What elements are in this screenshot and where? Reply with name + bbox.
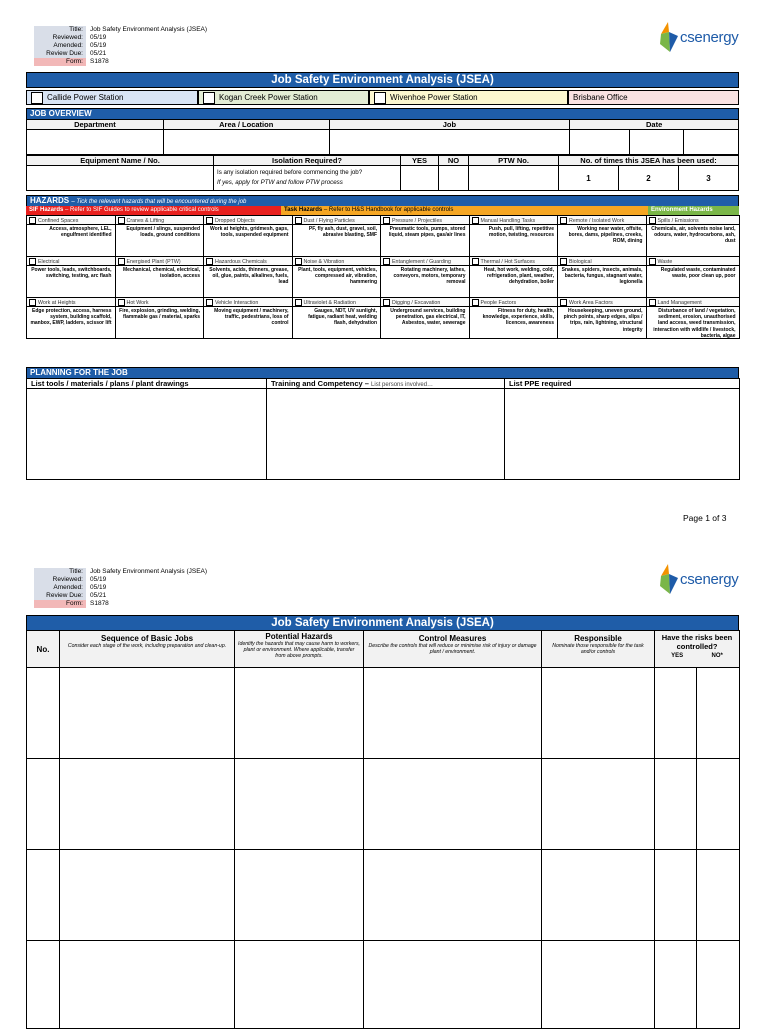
hazard-name	[647, 216, 739, 225]
hazard-name	[204, 298, 292, 307]
step-hazards-field[interactable]	[235, 850, 364, 941]
hazards-title: HAZARDS	[30, 196, 70, 205]
training-field[interactable]	[267, 389, 505, 480]
job-overview-heading: JOB OVERVIEW	[26, 108, 739, 120]
station-callide[interactable]	[26, 90, 198, 105]
hazard-checkbox[interactable]	[383, 258, 390, 265]
meta-reviewed-label: Reviewed:	[34, 34, 86, 42]
date-year-field[interactable]	[684, 130, 739, 155]
task-label: Task Hazards	[284, 207, 323, 213]
logo-text: csenergy	[680, 28, 739, 46]
hazard-name-text: Entanglement / Guarding	[392, 258, 451, 265]
hazard-description: Equipment / slings, suspended loads, ground conditions	[126, 226, 200, 239]
station-checkbox[interactable]	[374, 92, 386, 104]
meta-reviewed-value: 05/19	[90, 34, 107, 41]
meta-amended-label: Amended:	[34, 584, 86, 592]
hazard-description: Push, pull, lifting, repetitive motion, twisting, resources	[488, 226, 554, 239]
hazard-description: PF, fly ash, dust, gravel, soil, abrasive blasting, SMF	[308, 226, 377, 239]
hazard-checkbox[interactable]	[29, 217, 36, 224]
risks-yes: YES	[671, 653, 684, 659]
hazard-description: Work at heights, gridmesh, gaps, tools, suspended equipment	[209, 226, 289, 239]
meta-block-2	[34, 568, 207, 608]
hazard-description: Edge protection, access, harness system, building scaffold, manbox, EWP, ladders, scissor lift	[30, 308, 112, 327]
hazard-description: Housekeeping, uneven ground, pinch points, sharp edges, slips / trips, rain, lightning, structural integrity	[563, 308, 643, 333]
meta-amended-label: Amended:	[34, 42, 86, 50]
hazard-description: Regulated waste, contaminated waste, poor clean up, poor	[660, 267, 736, 280]
date-day-field[interactable]	[570, 130, 630, 155]
meta-review-due-value: 05/21	[90, 592, 107, 599]
sif-note: – Refer to SIF Guides to review applicable critical controls	[65, 207, 219, 213]
hazard-name-text: Thermal / Hot Surfaces	[480, 258, 535, 265]
hazard-checkbox[interactable]	[649, 299, 656, 306]
hazard-checkbox[interactable]	[472, 299, 479, 306]
step-sequence-field[interactable]	[60, 759, 235, 850]
logo-flame-icon	[658, 22, 680, 52]
department-header: Department	[27, 120, 164, 130]
hazard-cell[interactable]	[204, 257, 293, 298]
hazard-name	[27, 257, 115, 266]
sequence-title: Sequence of Basic Jobs	[100, 634, 194, 643]
equipment-field[interactable]	[27, 166, 214, 191]
isolation-yes-field[interactable]	[401, 166, 439, 191]
risks-no: NO*	[711, 653, 723, 659]
hazard-cell[interactable]	[27, 257, 116, 298]
times-used-3[interactable]: 3	[678, 166, 738, 191]
ppe-header: List PPE required	[505, 379, 740, 389]
hazard-name-text: Cranes & Lifting	[126, 217, 165, 224]
hazard-name	[293, 298, 381, 307]
meta-form-value: S1878	[90, 58, 109, 65]
task-note: – Refer to H&S Handbook for applicable controls	[323, 207, 454, 213]
hazard-name	[381, 216, 469, 225]
hazards-note: Identify the hazards that may cause harm to workers, plant or environment. Where applicable, transfer from above prompts.	[238, 641, 360, 659]
hazard-description: Plant, tools, equipment, vehicles, compressed air, vibration, hammering	[298, 267, 377, 286]
hazard-name-text: Manual Handling Tasks	[480, 217, 536, 224]
isolation-q2: If yes, apply for PTW and follow PTW process	[217, 179, 343, 186]
step-responsible-field[interactable]	[542, 668, 655, 759]
hazards-header	[235, 631, 364, 668]
training-label: Training and Competency –	[271, 379, 369, 388]
hazard-name	[558, 257, 646, 266]
meta-title-label: Title:	[34, 568, 86, 576]
hazard-cell[interactable]	[115, 257, 204, 298]
hazard-cell[interactable]	[646, 257, 739, 298]
hazard-name-text: Dust / Flying Particles	[303, 217, 355, 224]
hazard-checkbox[interactable]	[649, 258, 656, 265]
meta-amended-value: 05/19	[90, 42, 107, 49]
hazard-name	[116, 257, 204, 266]
hazard-description: Heat, hot work, welding, cold, refrigeration, plant, weather, dehydration, boiler	[483, 267, 554, 286]
hazard-cell[interactable]	[292, 257, 381, 298]
meta-review-due-label: Review Due:	[34, 50, 86, 58]
table-row	[27, 941, 740, 1029]
training-note: List persons involved…	[371, 382, 434, 388]
step-no-field-risk[interactable]	[697, 941, 740, 1029]
ptw-field[interactable]	[469, 166, 559, 191]
hazard-cell[interactable]	[381, 216, 470, 257]
hazard-cell[interactable]	[558, 298, 647, 339]
hazard-checkbox[interactable]	[206, 217, 213, 224]
controls-note: Describe the controls that will reduce or minimise risk of injury or damage plant / environment.	[368, 643, 537, 655]
job-steps-table	[26, 630, 740, 668]
step-no-field[interactable]	[27, 668, 60, 759]
sif-label: SIF Hazards	[29, 207, 64, 213]
step-no-field-risk[interactable]	[697, 759, 740, 850]
sequence-note: Consider each stage of the work, including preparation and clean-up.	[67, 643, 227, 649]
hazard-name-text: Confined Spaces	[38, 217, 79, 224]
job-steps-body	[26, 667, 740, 1029]
meta-title-label: Title:	[34, 26, 86, 34]
step-no-field-risk[interactable]	[697, 668, 740, 759]
step-yes-field[interactable]	[655, 941, 697, 1029]
hazard-checkbox[interactable]	[383, 217, 390, 224]
equipment-header: Equipment Name / No.	[27, 156, 214, 166]
equipment-table	[26, 155, 739, 191]
hazard-checkbox[interactable]	[560, 258, 567, 265]
hazard-description: Power tools, leads, switchboards, switching, testing, arc flash	[31, 267, 112, 280]
meta-form-label: Form:	[34, 58, 86, 66]
station-wivenhoe[interactable]	[369, 90, 568, 105]
hazard-name-text: Electrical	[38, 258, 60, 265]
step-hazards-field[interactable]	[235, 759, 364, 850]
hazard-description: Chemicals, air, solvents noise land, odours, water, hydrocarbons, ash, dust	[651, 226, 736, 245]
hazard-name	[116, 298, 204, 307]
step-sequence-field[interactable]	[60, 941, 235, 1029]
ptw-header: PTW No.	[469, 156, 559, 166]
hazards-note: – Tick the relevant hazards that will be encountered during the job	[71, 199, 247, 205]
hazard-checkbox[interactable]	[29, 299, 36, 306]
meta-block-1	[34, 26, 207, 66]
hazard-checkbox[interactable]	[383, 299, 390, 306]
hazard-name-text: Work Area Factors	[569, 299, 613, 306]
hazard-description: Underground services, building penetration, gas electrical, IT, Asbestos, water, sewerage	[390, 308, 466, 327]
meta-form-value: S1878	[90, 600, 109, 607]
hazard-name	[293, 257, 381, 266]
step-no-field[interactable]	[27, 759, 60, 850]
meta-title-value: Job Safety Environment Analysis (JSEA)	[90, 568, 208, 575]
hazard-description: Disturbance of land / vegetation, sediment, erosion, unauthorised land access, weed transmission, interaction with wildlife / livestock, bacteria, algae	[653, 308, 736, 338]
hazard-description: Fitness for duty, health, knowledge, experience, skills, licences, awareness	[482, 308, 554, 327]
step-yes-field[interactable]	[655, 850, 697, 941]
hazard-cell[interactable]	[27, 216, 116, 257]
hazard-cell[interactable]	[204, 298, 293, 339]
hazard-checkbox[interactable]	[118, 258, 125, 265]
logo-flame-icon	[658, 564, 680, 594]
job-header: Job	[329, 120, 570, 130]
hazard-description: Pneumatic tools, pumps, stored liquid, steam pipes, gas/air lines	[388, 226, 466, 239]
hazard-name	[470, 298, 558, 307]
meta-form-label: Form:	[34, 600, 86, 608]
page-number: Page 1 of 3	[683, 513, 727, 523]
hazard-description: Rotating machinery, lathes, conveyors, motors, temporary removal	[393, 267, 466, 286]
meta-reviewed-value: 05/19	[90, 576, 107, 583]
hazard-name-text: Hazardous Chemicals	[215, 258, 267, 265]
yes-header: YES	[401, 156, 439, 166]
env-category: Environment Hazards	[648, 206, 739, 215]
isolation-q1: Is any isolation required before commencing the job?	[217, 169, 363, 176]
hazard-categories	[26, 206, 739, 215]
page-title-2: Job Safety Environment Analysis (JSEA)	[26, 615, 739, 631]
hazard-description: Access, atmosphere, LEL, engulfment identified	[49, 226, 112, 239]
date-month-field[interactable]	[630, 130, 684, 155]
hazard-checkbox[interactable]	[118, 299, 125, 306]
step-hazards-field[interactable]	[235, 941, 364, 1029]
hazard-name	[381, 298, 469, 307]
hazard-cell[interactable]	[646, 298, 739, 339]
table-row	[27, 668, 740, 759]
hazard-name	[381, 257, 469, 266]
area-field[interactable]	[163, 130, 329, 155]
sif-category	[26, 206, 281, 215]
meta-reviewed-label: Reviewed:	[34, 576, 86, 584]
times-used-1[interactable]: 1	[559, 166, 619, 191]
hazard-name-text: Noise & Vibration	[303, 258, 345, 265]
times-used-header: No. of times this JSEA has been used:	[559, 156, 739, 166]
hazard-name	[470, 216, 558, 225]
hazard-name	[558, 298, 646, 307]
hazard-cell[interactable]	[558, 257, 647, 298]
table-row	[27, 759, 740, 850]
area-header: Area / Location	[163, 120, 329, 130]
step-responsible-field[interactable]	[542, 941, 655, 1029]
hazard-checkbox[interactable]	[118, 217, 125, 224]
hazard-cell[interactable]	[646, 216, 739, 257]
hazard-cell[interactable]	[558, 216, 647, 257]
hazard-cell[interactable]	[469, 298, 558, 339]
planning-heading: PLANNING FOR THE JOB	[26, 367, 739, 379]
station-label: Brisbane Office	[573, 93, 628, 102]
station-label: Kogan Creek Power Station	[219, 93, 318, 102]
hazard-name	[647, 298, 739, 307]
step-controls-field[interactable]	[364, 759, 542, 850]
isolation-question	[214, 166, 401, 191]
tools-header: List tools / materials / plans / plant drawings	[27, 379, 267, 389]
step-controls-field[interactable]	[364, 850, 542, 941]
step-no-field[interactable]	[27, 850, 60, 941]
hazard-description: Solvents, acids, thinners, grease, oil, glue, paints, alkalines, fuels, lead	[209, 267, 289, 286]
csenergy-logo	[658, 22, 738, 52]
no-header: NO	[439, 156, 469, 166]
department-field[interactable]	[27, 130, 164, 155]
hazard-checkbox[interactable]	[295, 217, 302, 224]
hazard-cell[interactable]	[381, 298, 470, 339]
times-used-2[interactable]: 2	[618, 166, 678, 191]
hazard-name-text: Remote / Isolated Work	[569, 217, 625, 224]
tools-field[interactable]	[27, 389, 267, 480]
hazard-description: Moving equipment / machinery, traffic, pedestrians, loss of control	[214, 308, 289, 327]
hazard-name	[293, 216, 381, 225]
hazards-title: Potential Hazards	[265, 632, 333, 641]
hazard-name-text: Biological	[569, 258, 592, 265]
hazard-cell[interactable]	[115, 298, 204, 339]
hazard-cell[interactable]	[469, 216, 558, 257]
step-hazards-field[interactable]	[235, 668, 364, 759]
table-row	[27, 850, 740, 941]
date-header: Date	[570, 120, 739, 130]
hazard-name	[558, 216, 646, 225]
training-header	[267, 379, 505, 389]
hazards-grid	[26, 215, 740, 339]
hazard-description: Snakes, spiders, insects, animals, bacteria, fungus, stagnant water, legionella	[561, 267, 643, 286]
station-selector	[26, 90, 739, 105]
hazard-checkbox[interactable]	[560, 217, 567, 224]
hazard-description: Gauges, NDT, UV sunlight, fatigue, radiant heat, welding flash, dehydration	[308, 308, 377, 327]
step-sequence-field[interactable]	[60, 668, 235, 759]
hazard-description: Fire, explosion, grinding, welding, flammable gas / material, sparks	[119, 308, 200, 321]
hazard-checkbox[interactable]	[472, 258, 479, 265]
meta-title-value: Job Safety Environment Analysis (JSEA)	[90, 26, 208, 33]
hazard-checkbox[interactable]	[206, 258, 213, 265]
controls-header	[364, 631, 542, 668]
planning-table	[26, 378, 740, 480]
risks-title: Have the risks been controlled?	[661, 633, 733, 651]
hazard-name	[204, 257, 292, 266]
responsible-note: Nominate those responsible for the task and/or controls	[552, 643, 644, 655]
hazard-name-text: Work at Heights	[38, 299, 76, 306]
isolation-no-field[interactable]	[439, 166, 469, 191]
job-field[interactable]	[329, 130, 570, 155]
controls-title: Control Measures	[418, 634, 487, 643]
hazard-checkbox[interactable]	[295, 299, 302, 306]
hazard-cell[interactable]	[204, 216, 293, 257]
no-header: No.	[27, 631, 60, 668]
hazard-checkbox[interactable]	[649, 217, 656, 224]
step-sequence-field[interactable]	[60, 850, 235, 941]
page-title: Job Safety Environment Analysis (JSEA)	[26, 72, 739, 88]
task-category	[281, 206, 648, 215]
station-brisbane[interactable]	[568, 90, 739, 105]
station-kogan[interactable]	[198, 90, 369, 105]
hazard-checkbox[interactable]	[472, 217, 479, 224]
step-controls-field[interactable]	[364, 668, 542, 759]
hazard-name	[116, 216, 204, 225]
ppe-field[interactable]	[505, 389, 740, 480]
hazard-cell[interactable]	[381, 257, 470, 298]
hazard-name-text: Vehicle Interaction	[215, 299, 259, 306]
hazard-name	[27, 298, 115, 307]
step-controls-field[interactable]	[364, 941, 542, 1029]
station-checkbox[interactable]	[203, 92, 215, 104]
hazard-name-text: Spills / Emissions	[657, 217, 699, 224]
step-responsible-field[interactable]	[542, 759, 655, 850]
hazard-name-text: Ultraviolet & Radiation	[303, 299, 356, 306]
hazard-name	[27, 216, 115, 225]
hazard-name-text: Energised Plant (PTW)	[126, 258, 181, 265]
sequence-header	[60, 631, 235, 668]
hazard-checkbox[interactable]	[560, 299, 567, 306]
hazard-checkbox[interactable]	[29, 258, 36, 265]
step-no-field[interactable]	[27, 941, 60, 1029]
step-yes-field[interactable]	[655, 759, 697, 850]
logo-text: csenergy	[680, 570, 739, 588]
hazard-name-text: Digging / Excavation	[392, 299, 441, 306]
job-overview-table	[26, 119, 739, 155]
hazard-checkbox[interactable]	[295, 258, 302, 265]
station-checkbox[interactable]	[31, 92, 43, 104]
hazard-name-text: Dropped Objects	[215, 217, 255, 224]
hazard-cell[interactable]	[292, 298, 381, 339]
isolation-header: Isolation Required?	[214, 156, 401, 166]
step-responsible-field[interactable]	[542, 850, 655, 941]
step-no-field-risk[interactable]	[697, 850, 740, 941]
hazard-cell[interactable]	[115, 216, 204, 257]
hazard-name-text: People Factors	[480, 299, 517, 306]
step-yes-field[interactable]	[655, 668, 697, 759]
hazard-name-text: Hot Work	[126, 299, 149, 306]
hazard-cell[interactable]	[292, 216, 381, 257]
hazard-description: Mechanical, chemical, electrical, isolation, access	[123, 267, 200, 280]
responsible-header	[542, 631, 655, 668]
hazard-name-text: Pressure / Projectiles	[392, 217, 443, 224]
hazard-cell[interactable]	[469, 257, 558, 298]
hazard-name	[470, 257, 558, 266]
station-label: Wivenhoe Power Station	[390, 93, 478, 102]
station-label: Callide Power Station	[47, 93, 124, 102]
hazard-name	[647, 257, 739, 266]
csenergy-logo	[658, 564, 738, 594]
hazard-cell[interactable]	[27, 298, 116, 339]
risks-header	[655, 631, 740, 668]
responsible-title: Responsible	[574, 634, 622, 643]
hazard-name	[204, 216, 292, 225]
hazard-name-text: Waste	[657, 258, 673, 265]
meta-amended-value: 05/19	[90, 584, 107, 591]
meta-review-due-value: 05/21	[90, 50, 107, 57]
hazard-checkbox[interactable]	[206, 299, 213, 306]
hazard-description: Working near water, offsite, bores, dams, pipelines, creeks, ROM, dining	[568, 226, 643, 245]
hazard-name-text: Land Management	[657, 299, 702, 306]
meta-review-due-label: Review Due:	[34, 592, 86, 600]
